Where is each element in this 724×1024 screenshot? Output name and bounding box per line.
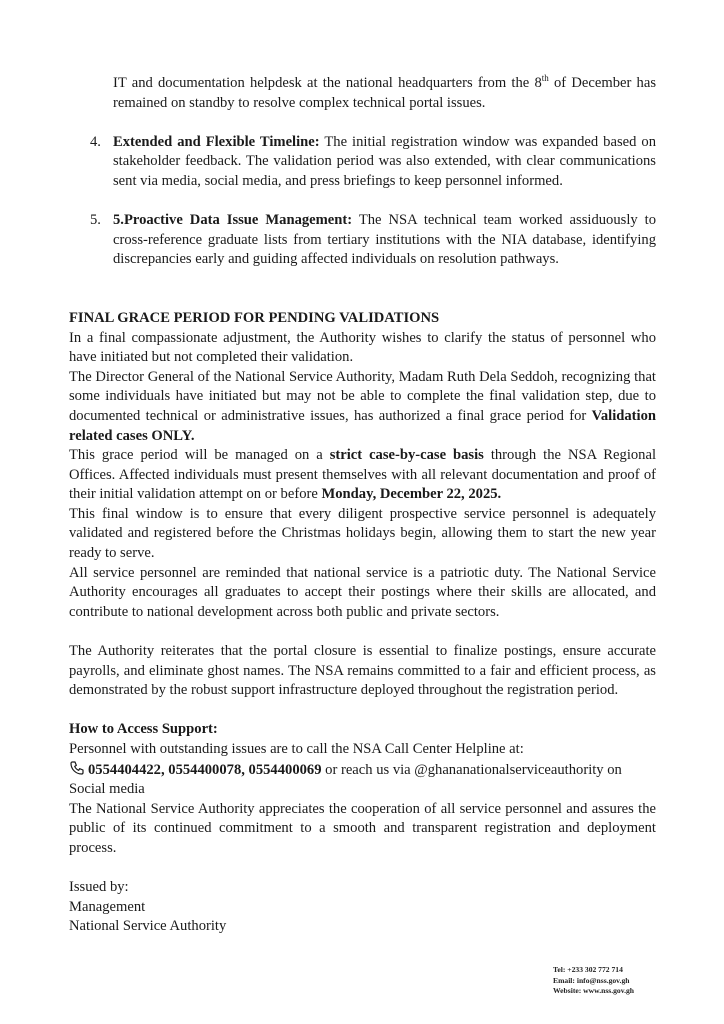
list-item-text: The initial registration window was expanded based on stakeholder feedback. The validation period was also extended, with clear communications sent via media, social media, and press briefings to keep personnel informed. (113, 133, 656, 189)
continuation-text: IT and documentation helpdesk at the national headquarters from the 8 (113, 75, 542, 91)
footer-website[interactable]: Website: www.nss.gov.gh (553, 986, 635, 995)
list-number: 5. (90, 212, 101, 229)
list-item-3-continuation (69, 74, 656, 113)
emphasis-text: strict case-by-case basis (329, 447, 484, 464)
issued-by-label: Issued by: (69, 879, 129, 896)
paragraph-text: This grace period will be managed on a (69, 447, 330, 464)
footer-email[interactable]: Email: info@nss.gov.gh (553, 975, 630, 985)
support-contacts (69, 760, 629, 800)
ordinal-suffix: th (541, 73, 549, 84)
list-number: 4. (90, 133, 101, 150)
list-item-4 (69, 133, 656, 192)
document-page (69, 74, 656, 937)
list-item-text: The NSA technical team worked assiduously to cross-reference graduate lists from tertiary institutions with the NIA database, identifying discrepancies early and guiding affected individuals on resolution pathways. (113, 212, 656, 268)
deadline-date: Monday, December 22, 2025. (321, 486, 502, 503)
grace-paragraph-3 (69, 446, 656, 505)
list-item-title: Extended and Flexible Timeline: (113, 133, 320, 150)
continuation-text-end: of December has remained on standby to resolve complex technical portal issues. (113, 75, 656, 111)
grace-paragraph-4: This final window is to ensure that every diligent prospective service personnel is adequately validated and registered before the Christmas holidays begin, allowing them to start the new year ready to serve. (69, 505, 656, 562)
footer-tel: Tel: +233 302 772 714 (553, 965, 623, 974)
grace-paragraph-1: In a final compassionate adjustment, the Authority wishes to clarify the status of personnel who have initiated but not completed their validation. (69, 329, 656, 366)
reiteration-paragraph: The Authority reiterates that the portal closure is essential to finalize postings, ensure accurate payrolls, and eliminate ghost names. The NSA remains committed to a fair and efficient process, as demonstrated by the robust support infrastructure deployed throughout the registration period. (69, 643, 656, 699)
grace-paragraph-5: All service personnel are reminded that national service is a patriotic duty. The National Service Authority encourages all graduates to accept their postings where their skills are allocated, and contribute to national development across both public and private sectors. (69, 564, 656, 620)
emphasis-text: Validation related cases ONLY. (69, 407, 656, 444)
support-intro: Personnel with outstanding issues are to call the NSA Call Center Helpline at: (69, 741, 524, 757)
paragraph-text: through the NSA Regional Offices. Affected individuals must present themselves with all relevant documentation and proof of their initial validation attempt on or before (69, 447, 656, 503)
grace-paragraph-2 (69, 368, 656, 446)
social-media-text: or reach us via @ghananationalserviceauthority on Social media (69, 761, 622, 798)
support-closing: The National Service Authority appreciates the cooperation of all service personnel and assures the public of its continued commitment to a smooth and transparent registration and deployment process. (69, 800, 656, 856)
issuer-line-2: National Service Authority (69, 918, 227, 935)
section-heading: FINAL GRACE PERIOD FOR PENDING VALIDATIONS (69, 309, 440, 326)
issuer-line-1: Management (69, 898, 146, 915)
contact-footer (553, 965, 634, 997)
list-item-title: 5.Proactive Data Issue Management: (113, 212, 353, 229)
list-item-5 (69, 211, 656, 270)
paragraph-text: The Director General of the National Service Authority, Madam Ruth Dela Seddoh, recognizing that some individuals have initiated but may not be able to complete the final validation step, due to documented technical or administrative issues, has authorized a final grace period for (69, 368, 656, 424)
phone-icon (69, 760, 85, 776)
helpline-numbers[interactable]: 0554404422, 0554400078, 0554400069 (88, 761, 322, 778)
support-heading: How to Access Support: (69, 721, 218, 738)
